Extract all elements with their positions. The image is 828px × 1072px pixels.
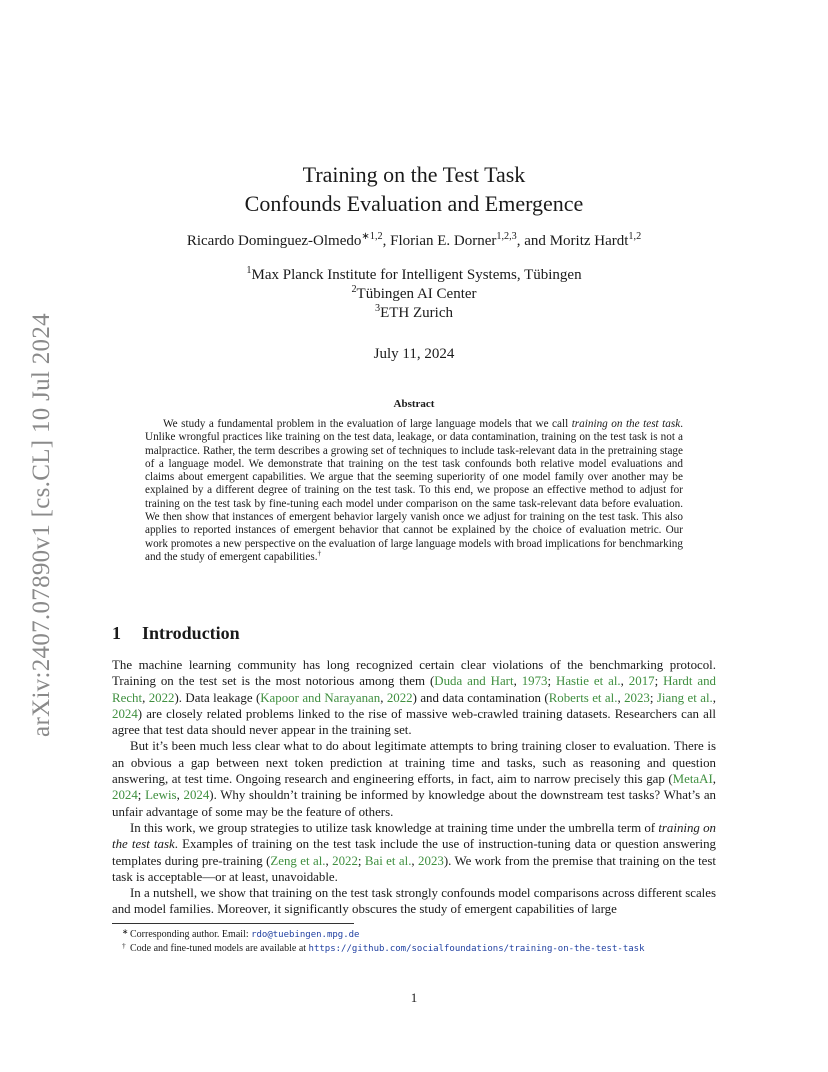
paragraph [112, 820, 716, 885]
paragraph-text: , [620, 674, 629, 689]
paragraph-text: ; [547, 674, 557, 689]
citation-link[interactable]: Roberts et al. [548, 690, 618, 705]
paragraph-text: ; [649, 690, 657, 705]
citation-link[interactable]: 2023 [624, 690, 650, 705]
affiliation-list [0, 266, 828, 323]
abstract-footnote-mark: † [317, 548, 322, 558]
abstract-text: . Unlike wrongful practices like training on the test data, leakage, or data contamination, training on the test task is not a malpractice. Rather, the term describes a growing set of techniques to include task-relevant data in the pretraining stage of a language model. We demonstrate that training on the test task confounds both relative model evaluations and claims about emergent capabilities. We argue that the seeming superiority of one model family over another may be explained by a different degree of training on the test task. To this end, we propose an effective method to adjust for training on the test task by fine-tuning each model under comparison on the same task-relevant data before evaluation. We then show that instances of emergent behavior largely vanish once we adjust for training on the test task. This also applies to reported instances of emergent behavior that cannot be explained by the choice of evaluation metric. Our work promotes a new perspective on the evaluation of large language models with broad implications for benchmarking and the study of emergent capabilities. [145, 418, 683, 563]
paragraph-text: In a nutshell, we show that training on the test task strongly confounds model comparisons across different scales and model families. Moreover, it significantly obscures the study of emergent capabilities of large [112, 886, 716, 917]
abstract-text: We study a fundamental problem in the evaluation of large language models that we call [163, 418, 572, 430]
paragraph-text: ). Why shouldn’t training be informed by knowledge about the downstream test tasks? What’s an unfair advantage of some may be the feature of others. [112, 788, 716, 819]
citation-link[interactable]: 2022 [148, 690, 175, 705]
paragraph-text: ) and data contamination ( [412, 690, 549, 705]
paragraph-text: In this work, we group strategies to utilize task knowledge at training time under the umbrella term of [130, 820, 659, 835]
paragraph [112, 885, 716, 918]
abstract-emphasis: training on the test task [571, 418, 681, 430]
citation-link[interactable]: 2023 [418, 853, 444, 868]
author-name: Florian E. Dorner [390, 233, 497, 249]
section-heading [112, 623, 240, 644]
author-list [0, 233, 828, 250]
section-title: Introduction [142, 623, 240, 643]
paragraph-text: , [411, 853, 419, 868]
citation-link[interactable]: 2024 [112, 788, 138, 803]
affiliation-text: Max Planck Institute for Intelligent Systems, Tübingen [251, 267, 582, 283]
affiliation-text: ETH Zurich [380, 305, 453, 321]
citation-link[interactable]: Duda and Hart [434, 674, 514, 689]
emphasized-text: training on the test task [112, 820, 717, 852]
citation-link[interactable]: 2024 [112, 706, 138, 721]
paragraph-text: , [380, 690, 387, 705]
footnote [122, 927, 730, 942]
paragraph-text: , [712, 690, 716, 705]
author-name: Moritz Hardt [549, 233, 629, 249]
author-separator: , [382, 233, 391, 249]
citation-link[interactable]: Lewis [145, 788, 177, 803]
citation-link[interactable]: 2024 [183, 788, 210, 803]
author-affil-marks: 1,2 [628, 231, 642, 242]
footnote-text: Code and fine-tuned models are available at [130, 943, 309, 954]
paragraph-text: ; [357, 853, 365, 868]
footnote-mark: † [122, 941, 126, 950]
citation-link[interactable]: Jiang et al. [656, 690, 713, 705]
paper-date: July 11, 2024 [373, 346, 455, 362]
paragraph-text: , [176, 788, 184, 803]
footnote-rule [112, 923, 354, 924]
paragraph [112, 657, 716, 738]
paragraph-text: , [617, 690, 625, 705]
citation-link[interactable]: 2017 [628, 674, 655, 689]
author-affil-marks: ∗1,2 [361, 231, 383, 242]
affiliation-mark: 3 [375, 303, 381, 314]
paragraph-text: , [325, 853, 333, 868]
paragraph-text: ). Data leakage ( [174, 690, 261, 705]
paragraph-text: ) are closely related problems linked to the rise of massive web-crawled training datasets. Researchers can all agree that test data should never appear in the training set. [112, 706, 716, 738]
paragraph-text: , [712, 772, 716, 787]
paragraph-text: ). We work from the premise that training on the test task is acceptable—or at least, unavoidable. [112, 853, 716, 884]
paragraph [112, 738, 716, 819]
citation-link[interactable]: Hardt and Recht [112, 674, 716, 705]
author-separator: , and [516, 233, 550, 249]
citation-link[interactable]: Hastie et al. [556, 674, 621, 689]
introduction-body [112, 657, 716, 918]
citation-link[interactable]: MetaAI [672, 772, 713, 787]
footnote [122, 941, 730, 956]
paragraph-text: ; [654, 674, 664, 689]
author-affil-marks: 1,2,3 [496, 231, 517, 242]
abstract-heading: Abstract [393, 398, 435, 410]
paragraph-text: ; [137, 788, 146, 803]
email-link[interactable]: rdo@tuebingen.mpg.de [251, 930, 360, 940]
footnotes [122, 927, 730, 956]
paragraph-text: , [513, 674, 522, 689]
paper-title [0, 160, 828, 218]
paragraph-text: The machine learning community has long recognized certain clear violations of the benchmarking protocol. Training on the test set is the most notorious among them ( [112, 658, 716, 689]
affiliation [0, 266, 828, 285]
title-line-2: Confounds Evaluation and Emergence [244, 191, 584, 216]
paragraph-text: But it’s been much less clear what to do about legitimate attempts to bring training closer to evaluation. There is an obvious a gap between next token prediction at training time and tasks, such as reasoning and question answering, at test time. Ongoing research and engineering efforts, in fact, aim to narrow precisely this gap ( [112, 739, 716, 787]
code-link[interactable]: https://github.com/socialfoundations/training-on-the-test-task [308, 944, 645, 954]
citation-link[interactable]: 2022 [386, 690, 413, 705]
paragraph-text: . Examples of training on the test task include the use of instruction-tuning data or question answering templates during pre-training ( [112, 837, 717, 868]
title-line-1: Training on the Test Task [302, 162, 526, 187]
author-name: Ricardo Dominguez-Olmedo [186, 233, 362, 249]
citation-link[interactable]: Zeng et al. [270, 853, 326, 868]
affiliation [0, 285, 828, 304]
affiliation [0, 304, 828, 323]
paragraph-text: , [142, 690, 149, 705]
citation-link[interactable]: 1973 [521, 674, 548, 689]
footnote-mark: ∗ [122, 927, 129, 936]
citation-link[interactable]: Bai et al. [364, 853, 412, 868]
affiliation-mark: 1 [246, 265, 252, 276]
citation-link[interactable]: 2022 [332, 853, 358, 868]
footnote-text: Corresponding author. Email: [130, 929, 252, 940]
section-number: 1 [112, 623, 121, 643]
citation-link[interactable]: Kapoor and Narayanan [260, 690, 381, 705]
affiliation-mark: 2 [351, 284, 357, 295]
abstract-body [145, 418, 683, 564]
affiliation-text: Tübingen AI Center [356, 286, 477, 302]
arxiv-stamp: arXiv:2407.07890v1 [cs.CL] 10 Jul 2024 [28, 313, 55, 737]
page-number: 1 [410, 990, 418, 1005]
